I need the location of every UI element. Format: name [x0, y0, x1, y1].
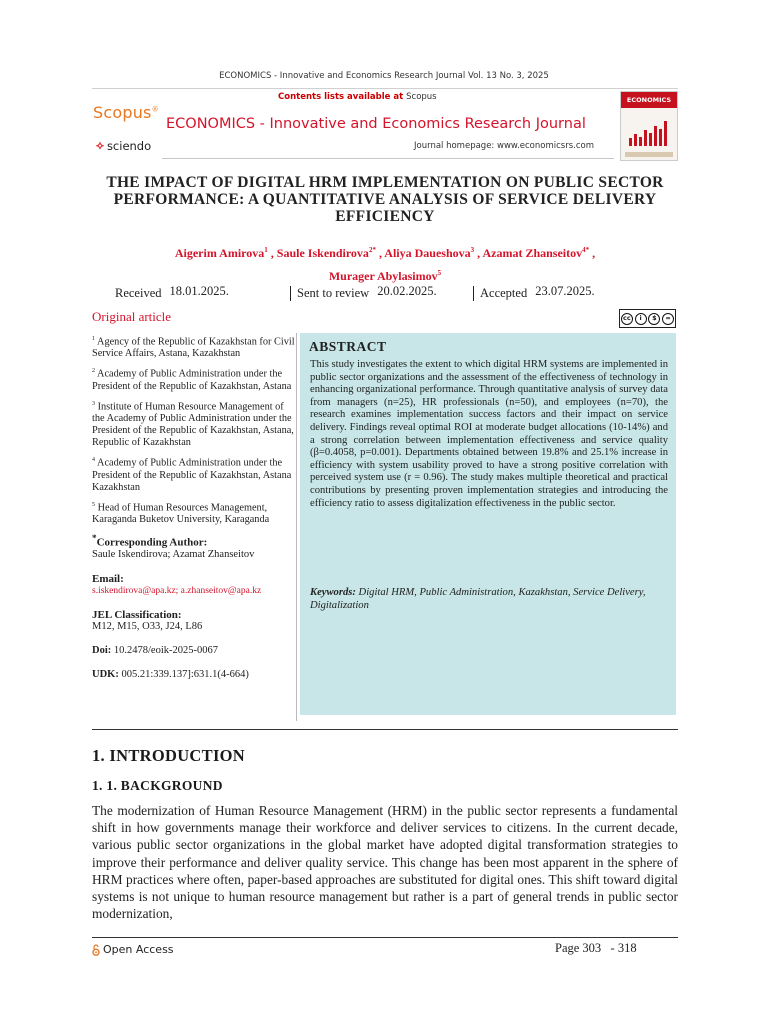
open-access-label	[92, 943, 174, 956]
open-access-text: Open Access	[103, 943, 174, 956]
subsection-heading-background: 1. 1. BACKGROUND	[92, 778, 223, 793]
corresponding-author-label: *Corresponding Author:	[92, 533, 208, 549]
sciendo-logo-text: sciendo	[106, 138, 152, 153]
date-sent-to-review	[290, 286, 437, 301]
keywords-value: Digital HRM, Public Administration, Kazakhstan, Service Delivery, Digitalization	[310, 587, 646, 611]
udk-label: UDK:	[92, 668, 119, 680]
section-divider	[92, 729, 678, 730]
paper-title: THE IMPACT OF DIGITAL HRM IMPLEMENTATION ON PUBLIC SECTOR PERFORMANCE: A QUANTITATIVE ANALYSIS OF SERVICE DELIVERY EFFICIENCY	[106, 174, 664, 225]
contents-link[interactable]: Scopus	[406, 92, 437, 102]
received-label: Received	[115, 286, 162, 300]
section-heading-introduction: 1. INTRODUCTION	[92, 746, 246, 765]
page-number: Page 303 - 318	[555, 941, 637, 955]
email-label: Email:	[92, 572, 124, 585]
cc-nd-icon: =	[662, 313, 674, 325]
contents-available-line	[278, 92, 437, 102]
keywords	[310, 587, 668, 612]
journal-cover-image	[620, 91, 678, 161]
affiliation: $^5$ Head of Human Resources Management, Karaganda Buketov University, Karaganda	[92, 501, 270, 526]
affiliation: $^1$ Agency of the Republic of Kazakhstan for Civil Service Affairs, Astana, Kazakhstan	[92, 336, 295, 360]
contents-prefix: Contents lists available at	[278, 92, 407, 102]
affiliation: $^2$ Academy of Public Administration under the President of the Republic of Kazakhstan, Astana	[92, 368, 292, 392]
author-name[interactable]: Saule Iskendirova	[276, 246, 369, 260]
review-label: Sent to review	[297, 286, 370, 300]
author-name[interactable]: Azamat Zhanseitov	[482, 246, 583, 260]
corresponding-author-names: Saule Iskendirova; Azamat Zhanseitov	[92, 548, 255, 560]
cc-license-badge[interactable]	[619, 309, 676, 328]
author-name[interactable]: Aigerim Amirova	[174, 246, 265, 260]
doi-line	[92, 645, 296, 657]
scopus-logo: Scopus®	[93, 103, 159, 122]
journal-homepage[interactable]: Journal homepage: www.economicsrs.com	[414, 141, 594, 151]
author-list: Aigerim Amirova$^1$ , Saule Iskendirova$^{2*}$ , Aliya Daueshova$^3$ , Azamat Zhanseitov$^{4*}$ , Murager Abylasimov$^5$	[174, 246, 596, 283]
date-received	[115, 286, 229, 301]
cc-by-icon: i	[635, 313, 647, 325]
cover-chart-graphic	[629, 116, 669, 146]
author-name[interactable]: Aliya Daueshova	[384, 246, 471, 260]
date-accepted	[473, 286, 595, 301]
email-value[interactable]: s.iskendirova@apa.kz; a.zhanseitov@apa.kz	[92, 585, 262, 596]
affiliation: $^3$ Institute of Human Resource Management of the Academy of Public Administration under the President of the Republic of Kazakhstan, Astana, Republic of Kazakhstan	[92, 400, 294, 449]
udk-value: 005.21:339.137]:631.1(4-664)	[121, 668, 249, 680]
doi-value[interactable]: 10.2478/eoik-2025-0067	[113, 644, 218, 656]
running-head: ECONOMICS - Innovative and Economics Research Journal Vol. 13 No. 3, 2025	[219, 71, 549, 81]
cc-icon: cc	[621, 313, 633, 325]
keywords-label: Keywords:	[310, 587, 356, 598]
cover-title: ECONOMICS	[621, 92, 677, 108]
article-info-column	[92, 333, 297, 721]
review-value: 20.02.2025.	[377, 284, 437, 298]
affiliation: $^4$ Academy of Public Administration under the President of the Republic of Kazakhstan, Astana Kazakhstan	[92, 457, 292, 493]
journal-title: ECONOMICS - Innovative and Economics Research Journal	[166, 116, 586, 132]
open-access-icon	[92, 944, 100, 956]
jel-value: M12, M15, O33, J24, L86	[92, 620, 203, 632]
header-divider	[92, 88, 678, 89]
cc-nc-icon: $	[648, 313, 660, 325]
doi-label: Doi:	[92, 644, 112, 656]
footer-divider	[92, 937, 678, 938]
abstract-text: This study investigates the extent to which digital HRM systems are implemented in public sector organizations and the assessment of the effectiveness of technology in enhancing organizational performance. Through quantitative analysis of survey data from managers (n=25), HR professionals (n=50), and employees (n=70), the research examines implementation success factors and their impact on service delivery. Findings reveal optimal ROI at moderate budget allocations (10-14%) and a strong correlation between implementation effectiveness and service quality (β=0.4058, p=0.001). Departments obtained between 19.8% and 25.1% increase in efficiency with system usability proved to have a strong positive correlation with perceived system use (r = 0.96). The study makes multiple theoretical and practical contributions by presenting proven implementation strategies and introducing the efficiency ratio to assess digitalization effectiveness in the public sector.	[310, 359, 668, 509]
sciendo-logo	[96, 138, 151, 153]
accepted-label: Accepted	[480, 286, 528, 300]
udk-line	[92, 669, 296, 681]
article-type: Original article	[92, 309, 172, 324]
accepted-value: 23.07.2025.	[535, 284, 595, 298]
scopus-logo-text: Scopus	[93, 103, 152, 122]
author-name[interactable]: Murager Abylasimov	[328, 269, 438, 283]
abstract-heading: ABSTRACT	[309, 339, 387, 354]
header-divider-2	[162, 158, 614, 159]
jel-label: JEL Classification:	[92, 608, 182, 621]
body-paragraph: The modernization of Human Resource Management (HRM) in the public sector represents a fundamental shift in how governments manage their workforce and deliver services to citizens. In the current decade, various public sector organizations in the global market have adopted digital transformation strategies to improve their performance and deliver quality service. This change has been most apparent in the sphere of HRM practices where often, paper-based approaches are substituted for digital ones. This shift toward digital systems is not unique to human resource management but rather is a part of general trends in public sector modernization,	[92, 803, 678, 922]
sciendo-mark-icon: ⟡	[96, 138, 104, 152]
received-value: 18.01.2025.	[169, 284, 229, 298]
